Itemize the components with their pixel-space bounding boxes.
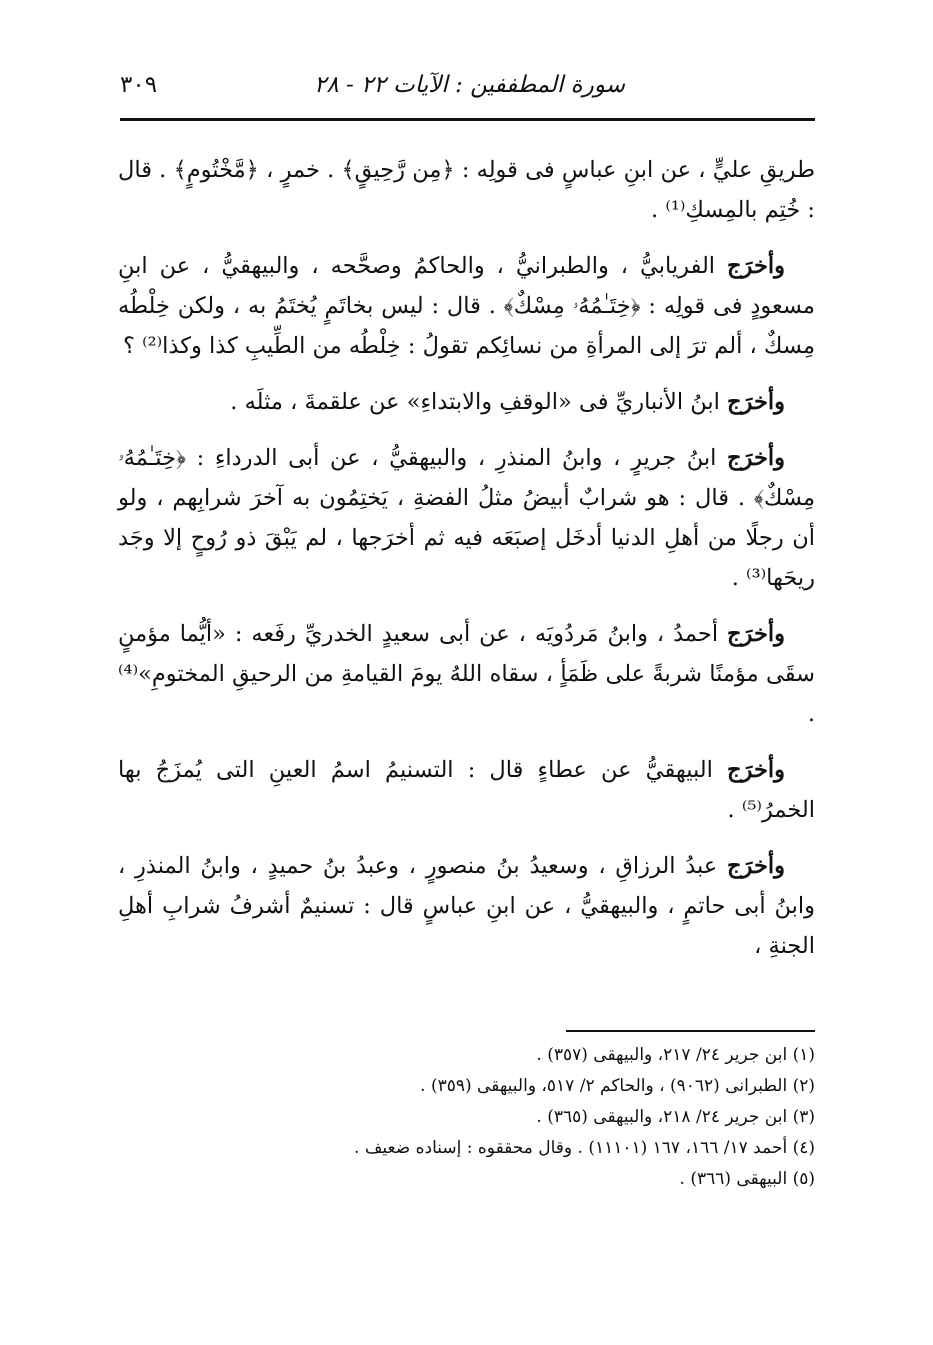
paragraph [118,846,815,966]
paragraph-text: الفريابيُّ ، والطبرانيُّ ، والحاكمُ وصحَّحه ، والبيهقيُّ ، عن ابنِ مسعودٍ فى قولِه : ﴿خِتَـٰمُهُۥ مِسْكٌ﴾ . قال : ليس بخاتَمٍ يُختَمُ به ، ولكن خِلْطُه مِسكٌ ، ألم ترَ إلى المرأةِ من نسائِكم تقولُ : خِلْطُه من الطِّيبِ كذا وكذا⁽²⁾ ؟ [118,253,815,359]
paragraph-text: أحمدُ ، وابنُ مَردُويَه ، عن أبى سعيدٍ الخدريِّ رفَعه : «أيُّما مؤمنٍ سقَى مؤمنًا شربةً على ظَمَأٍ ، سقاه اللهُ يومَ القيامةِ من الرحيقِ المختومِ»⁽⁴⁾ . [118,621,815,727]
footnotes [118,1040,815,1195]
paragraph-text: البيهقيُّ عن عطاءٍ قال : التسنيمُ اسمُ العينِ التى يُمزَجُ بها الخمرُ⁽⁵⁾ . [118,757,815,823]
header-rule [120,118,815,121]
page-number: ٣٠٩ [120,72,158,98]
footnote: (٤) أحمد ١٧/ ١٦٦، ١٦٧ (١١١٠١) . وقال محققوه : إسناده ضعيف . [354,1138,815,1158]
paragraph-text: طريقِ عليٍّ ، عن ابنِ عباسٍ فى قولِه : ﴿مِن رَّحِيقٍ﴾ . خمرٍ ، ﴿مَّخْتُومٍ﴾ . قال : خُتِم بالمِسكِ⁽¹⁾ . [118,157,815,223]
paragraph-lead: وأخرَج [727,253,785,279]
running-header [120,66,815,106]
surah-title: سورة المطففين : الآيات ٢٢ - ٢٨ [314,72,625,98]
paragraph-text: ابنُ الأنباريِّ فى «الوقفِ والابتداءِ» عن علقمةَ ، مثلَه . [230,389,728,415]
paragraph-lead: وأخرَج [727,853,785,879]
paragraph [118,750,815,830]
paragraph [118,382,815,422]
paragraph-lead: وأخرَج [727,389,785,415]
footnote: (١) ابن جرير ٢٤/ ٢١٧، والبيهقى (٣٥٧) . [536,1045,815,1065]
footnote: (٥) البيهقى (٣٦٦) . [679,1169,815,1189]
footnote: (٣) ابن جرير ٢٤/ ٢١٨، والبيهقى (٣٦٥) . [536,1107,815,1127]
paragraph-text: عبدُ الرزاقِ ، وسعيدُ بنُ منصورٍ ، وعبدُ بنُ حميدٍ ، وابنُ المنذرِ ، وابنُ أبى حاتمٍ ، والبيهقيُّ ، عن ابنِ عباسٍ قال : تسنيمٌ أشرفُ شرابِ أهلِ الجنةِ ، [118,853,815,959]
paragraph [118,614,815,734]
paragraph [118,246,815,366]
footnote-rule [566,1030,815,1032]
main-text [118,150,815,982]
paragraph-lead: وأخرَج [727,757,785,783]
paragraph-lead: وأخرَج [727,445,785,471]
paragraph [118,438,815,598]
footnote: (٢) الطبرانى (٩٠٦٢) ، والحاكم ٢/ ٥١٧، والبيهقى (٣٥٩) . [420,1076,815,1096]
paragraph [118,150,815,230]
paragraph-text: ابنُ جريرٍ ، وابنُ المنذرِ ، والبيهقيُّ ، عن أبى الدرداءِ : ﴿خِتَـٰمُهُۥ مِسْكٌ﴾ . قال : هو شرابٌ أبيضُ مثلُ الفضةِ ، يَختِمُون به آخرَ شرابِهم ، ولو أن رجلًا من أهلِ الدنيا أدخَل إصبَعَه فيه ثم أخرَجها ، لم يَبْقَ ذو رُوحٍ إلا وجَد ريحَها⁽³⁾ . [118,445,815,591]
paragraph-lead: وأخرَج [727,621,785,647]
